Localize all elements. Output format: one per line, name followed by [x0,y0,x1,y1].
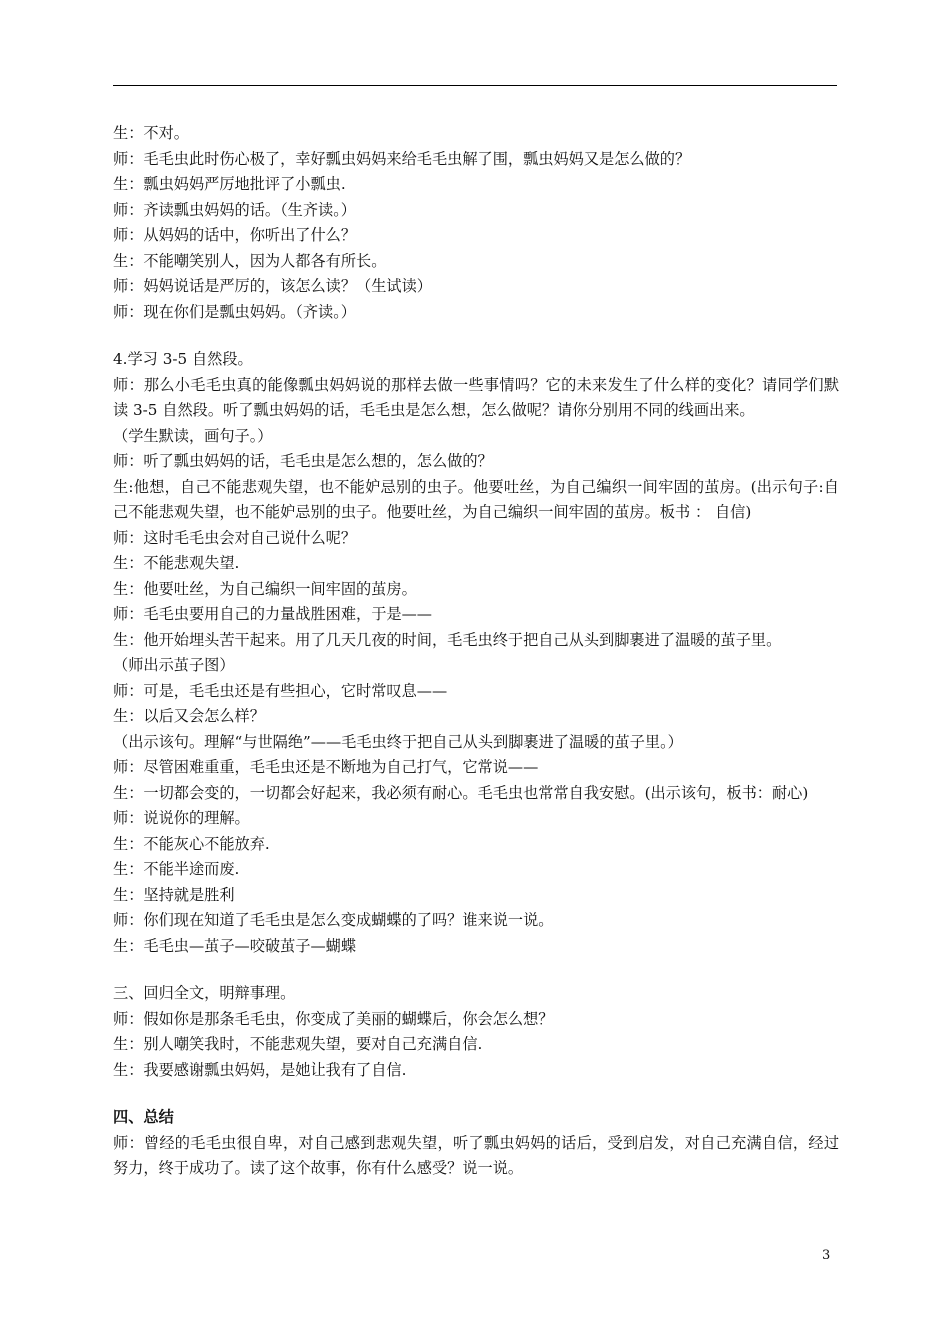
dialogue-line: 师：这时毛毛虫会对自己说什么呢？ [113,528,356,547]
dialogue-line: 生：以后又会怎么样？ [113,707,265,725]
dialogue-line: （学生默读，画句子。） [113,426,273,445]
dialogue-paragraph: 师：那么小毛毛虫真的能像瓢虫妈妈说的那样去做一些事情吗？它的未来发生了什么样的变化？请同学们默读 3-5 自然段。听了瓢虫妈妈的话，毛毛虫是怎么想，怎么做呢？请你分别用不同的线画出来。 [113,375,839,419]
header-rule [113,85,837,86]
dialogue-line: 生：不能半途而废. [113,860,240,878]
dialogue-paragraph: 师：曾经的毛毛虫很自卑，对自己感到悲观失望，听了瓢虫妈妈的话后，受到启发，对自己充满自信，经过努力，终于成功了。读了这个故事，你有什么感受？说一说。 [113,1133,839,1177]
dialogue-line: 生：我要感谢瓢虫妈妈，是她让我有了自信. [113,1060,407,1079]
dialogue-line: （出示该句。理解“与世隔绝”——毛毛虫终于把自己从头到脚裹进了温暖的茧子里。） [113,732,683,751]
dialogue-paragraph: 生：他开始埋头苦干起来。用了几天几夜的时间，毛毛虫终于把自己从头到脚裹进了温暖的茧子里。 [113,630,782,649]
dialogue-paragraph: 生:他想，自己不能悲观失望，也不能妒忌别的虫子。他要吐丝，为自己编织一间牢固的茧房。(出示句子:自己不能悲观失望，也不能妒忌别的虫子。他要吐丝，为自己编织一间牢固的茧房。板书 ： 自信) [113,477,839,521]
section-heading: 4.学习 3-5 自然段。 [113,350,253,368]
dialogue-line: 生：坚持就是胜利 [113,885,235,904]
page-number: 3 [822,1248,831,1263]
section-review [113,981,839,1083]
dialogue-line: 师：你们现在知道了毛毛虫是怎么变成蝴蝶的了吗？谁来说一说。 [113,911,554,929]
paragraph-gap [113,325,839,347]
dialogue-line: 师：假如你是那条毛毛虫，你变成了美丽的蝴蝶后，你会怎么想？ [113,1009,554,1028]
paragraph-gap [113,959,839,981]
document-body [113,121,839,1182]
section-study-paragraphs [113,347,839,959]
dialogue-line: 师：尽管困难重重，毛毛虫还是不断地为自己打气，它常说—— [113,758,539,776]
dialogue-line: 生：不对。 [113,124,189,142]
dialogue-line: 师：从妈妈的话中，你听出了什么？ [113,226,356,244]
dialogue-line: （师出示茧子图） [113,656,235,674]
dialogue-block-1 [113,121,839,325]
dialogue-line: 师：可是，毛毛虫还是有些担心，它时常叹息—— [113,681,448,700]
dialogue-line: 生：不能灰心不能放弃. [113,834,270,853]
dialogue-line: 生：瓢虫妈妈严厉地批评了小瓢虫. [113,175,346,193]
paragraph-gap [113,1083,839,1105]
section-heading: 四、总结 [113,1108,174,1126]
dialogue-line: 生：他要吐丝，为自己编织一间牢固的茧房。 [113,579,417,598]
dialogue-line: 师：妈妈说话是严厉的，该怎么读？（生试读） [113,277,432,295]
dialogue-line: 生：别人嘲笑我时，不能悲观失望，要对自己充满自信. [113,1035,483,1053]
dialogue-line: 师：毛毛虫此时伤心极了，幸好瓢虫妈妈来给毛毛虫解了围，瓢虫妈妈又是怎么做的？ [113,149,691,168]
dialogue-line: 生：毛毛虫—茧子—咬破茧子—蝴蝶 [113,936,356,955]
dialogue-line: 师：听了瓢虫妈妈的话，毛毛虫是怎么想的，怎么做的？ [113,452,493,470]
dialogue-line: 师：说说你的理解。 [113,809,250,827]
dialogue-line: 生：不能嘲笑别人，因为人都各有所长。 [113,251,387,270]
section-heading: 三、回归全文，明辩事理。 [113,984,296,1002]
dialogue-paragraph: 生：一切都会变的，一切都会好起来，我必须有耐心。毛毛虫也常常自我安慰。(出示该句，板书：耐心) [113,783,809,802]
section-summary [113,1105,839,1182]
dialogue-line: 生：不能悲观失望. [113,554,240,572]
dialogue-line: 师：齐读瓢虫妈妈的话。（生齐读。） [113,200,356,219]
dialogue-line: 师：现在你们是瓢虫妈妈。（齐读。） [113,302,356,321]
dialogue-line: 师：毛毛虫要用自己的力量战胜困难，于是—— [113,605,432,623]
